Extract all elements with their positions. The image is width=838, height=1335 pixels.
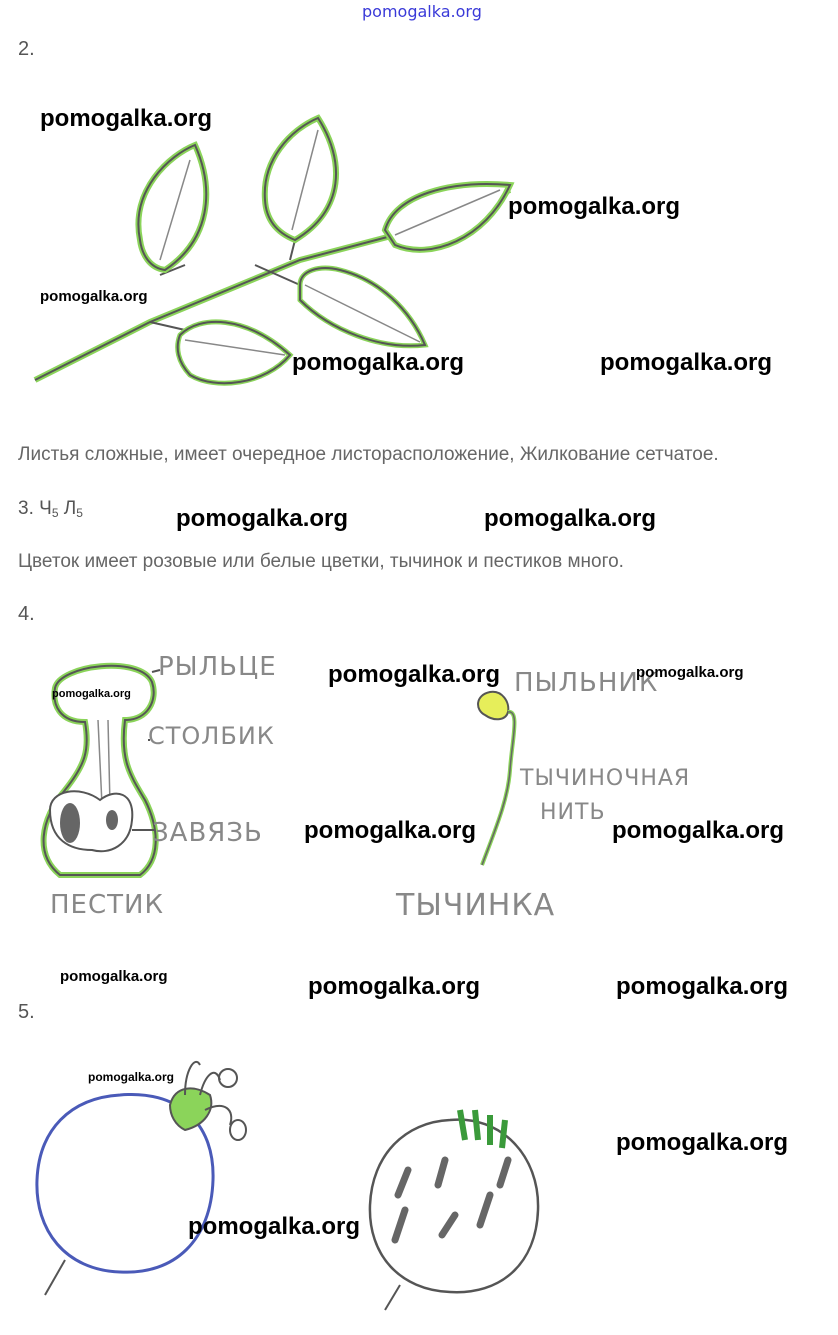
watermark: pomogalka.org xyxy=(60,968,168,985)
watermark: pomogalka.org xyxy=(40,288,148,305)
label-filament-line-1: ТЫЧИНОЧНАЯ xyxy=(520,766,691,791)
watermark: pomogalka.org xyxy=(304,817,477,844)
label-filament-line-2: НИТЬ xyxy=(540,800,606,825)
label-anther: ПЫЛЬНИК xyxy=(514,668,659,698)
fruit-drawing-right xyxy=(360,1100,550,1320)
section-2-number: 2. xyxy=(18,38,35,60)
label-pistil: ПЕСТИК xyxy=(50,890,164,920)
watermark: pomogalka.org xyxy=(600,349,773,376)
formula-calyx: Ч xyxy=(39,498,52,519)
formula-corolla-count: 5 xyxy=(76,506,83,520)
formula-corolla: Л xyxy=(63,498,77,519)
formula-calyx-count: 5 xyxy=(51,506,59,520)
label-stamen: ТЫЧИНКА xyxy=(396,888,556,923)
watermark: pomogalka.org xyxy=(612,817,785,844)
watermark: pomogalka.org xyxy=(40,105,213,132)
watermark: pomogalka.org xyxy=(616,973,789,1000)
watermark: pomogalka.org xyxy=(176,505,349,532)
watermark: pomogalka.org xyxy=(88,1070,175,1084)
section-3-number: 3. xyxy=(18,498,34,519)
watermark: pomogalka.org xyxy=(188,1213,361,1240)
watermark: pomogalka.org xyxy=(308,973,481,1000)
watermark: pomogalka.org xyxy=(636,664,744,681)
site-header-link[interactable]: pomogalka.org xyxy=(362,2,482,21)
watermark: pomogalka.org xyxy=(616,1129,789,1156)
section-3-formula xyxy=(18,498,83,520)
label-stigma: РЫЛЬЦЕ xyxy=(158,652,277,682)
fruit-drawing-left xyxy=(25,1050,255,1310)
watermark: pomogalka.org xyxy=(52,688,131,700)
watermark: pomogalka.org xyxy=(328,661,501,688)
section-5-number: 5. xyxy=(18,1001,35,1023)
section-2-description: Листья сложные, имеет очередное листорасположение, Жилкование сетчатое. xyxy=(18,444,719,465)
section-4-number: 4. xyxy=(18,603,35,625)
watermark: pomogalka.org xyxy=(508,193,681,220)
label-style: СТОЛБИК xyxy=(148,722,275,750)
label-ovary: ЗАВЯЗЬ xyxy=(152,818,263,848)
section-3-description: Цветок имеет розовые или белые цветки, тычинок и пестиков много. xyxy=(18,551,624,572)
watermark: pomogalka.org xyxy=(484,505,657,532)
leaf-branch-drawing xyxy=(0,100,560,400)
watermark: pomogalka.org xyxy=(292,349,465,376)
